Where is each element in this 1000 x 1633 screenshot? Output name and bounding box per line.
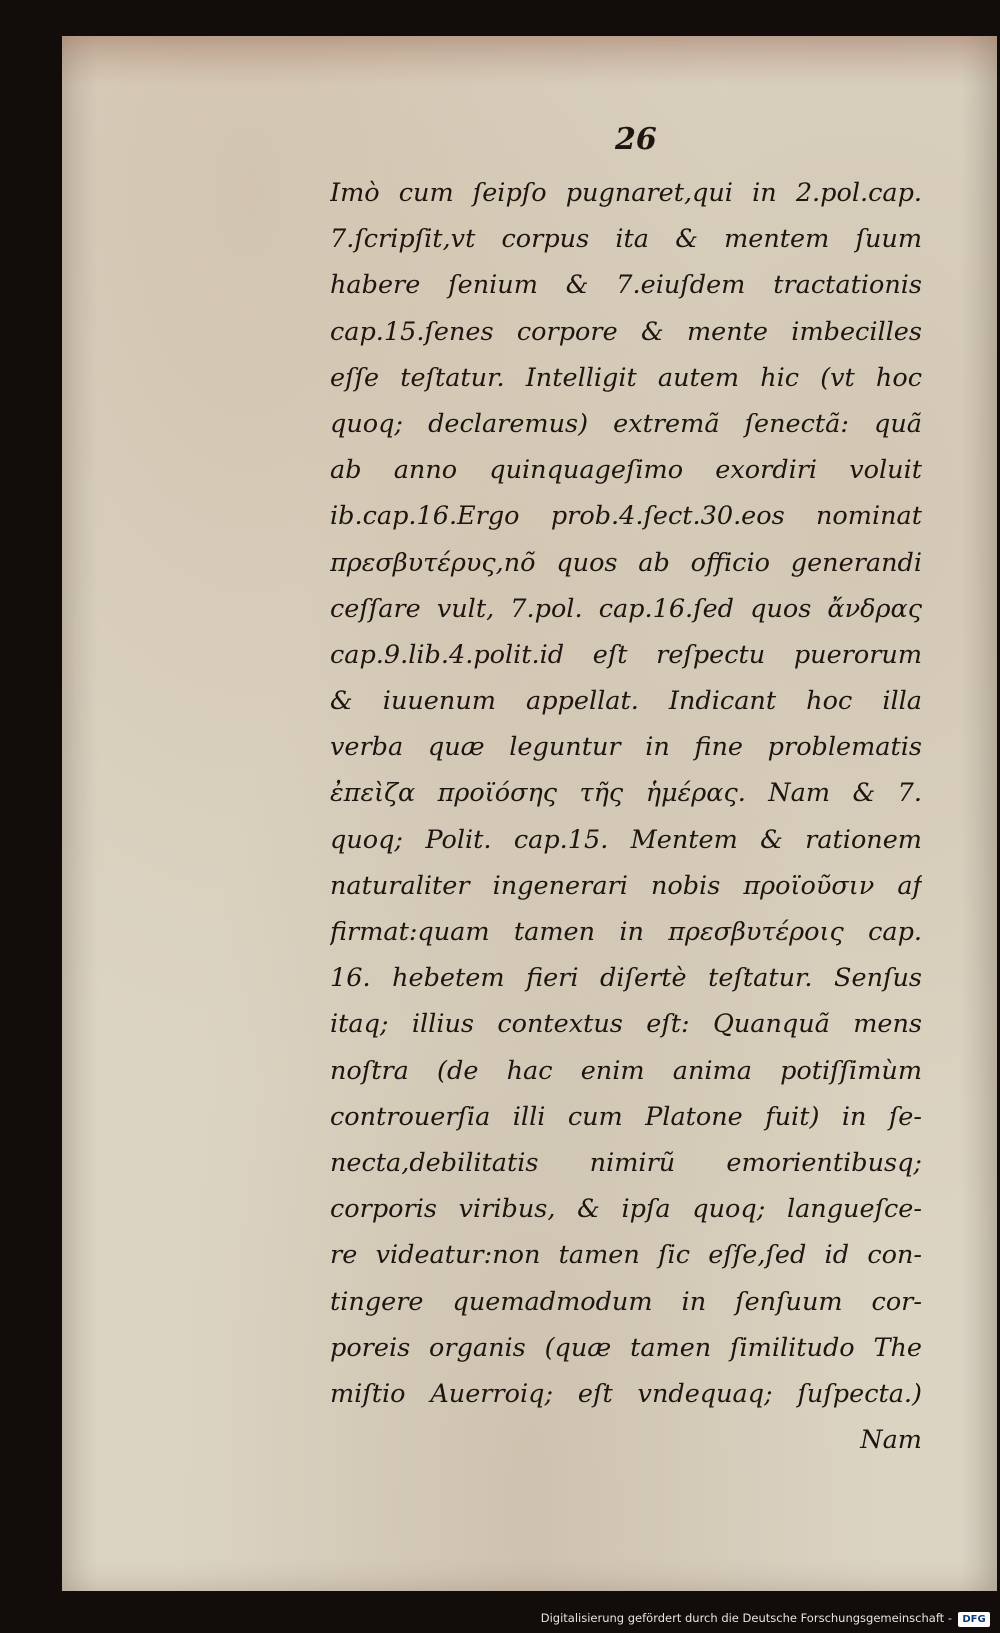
text-line: Imò cum ſeipſo pugnaret,qui in 2.pol.cap. [330, 178, 922, 208]
text-line: miſtio Auerroiq; eſt vndequaq; ſuſpecta.) [330, 1378, 922, 1409]
digitization-credit: Digitalisierung gefördert durch die Deutsche Forschungsgemeinschaft - [540, 1611, 952, 1625]
text-line: πρεσβυτέρυς,nõ quos ab officio generandi [330, 547, 922, 578]
text-line: itaq; illius contextus eſt: Quanquã mens [330, 1009, 922, 1040]
text-line: necta,debilitatis nimirũ emorientibusq; [330, 1147, 922, 1178]
text-line: ἐπεὶζα προϊόσης τῆς ἡμέρας. Nam & 7. [330, 778, 922, 809]
page-stain [62, 36, 997, 86]
text-line: naturaliter ingenerari nobis προϊοῦσιν af [330, 870, 922, 901]
text-line: controuerſia illi cum Platone fuit) in ſe- [330, 1101, 922, 1132]
text-line: quoq; Polit. cap.15. Mentem & rationem [330, 824, 922, 855]
text-line: verba quæ leguntur in fine problematis [330, 732, 922, 763]
text-line: noſtra (de hac enim anima potiſſimùm [330, 1055, 922, 1086]
text-line: 7.ſcripſit,vt corpus ita & mentem ſuum [330, 224, 922, 255]
text-line: ceſſare vult, 7.pol. cap.16.ſed quos ἄνδρας [330, 593, 922, 624]
text-line: corporis viribus, & ipſa quoq; langueſce- [330, 1194, 922, 1225]
text-line: tingere quemadmodum in ſenſuum cor- [330, 1286, 922, 1317]
text-line: cap.15.ſenes corpore & mente imbecilles [330, 316, 922, 347]
text-line: poreis organis (quæ tamen ſimilitudo The [330, 1332, 922, 1363]
text-line: ab anno quinquageſimo exordiri voluit [330, 455, 922, 486]
body-text [330, 170, 922, 1463]
dfg-logo: DFG [958, 1612, 990, 1627]
page-number: 26 [615, 122, 657, 157]
text-line: eſſe teſtatur. Intelligit autem hic (vt hoc [330, 362, 922, 393]
text-line: habere ſenium & 7.eiuſdem tractationis [330, 270, 922, 301]
text-line: quoq; declaremus) extremã ſenectã: quã [330, 408, 922, 439]
text-line: 16. hebetem fieri diſertè teſtatur. Senſus [330, 963, 922, 994]
text-line: ib.cap.16.Ergo prob.4.ſect.30.eos nominat [330, 501, 922, 532]
text-line: firmat:quam tamen in πρεσβυτέροις cap. [330, 917, 922, 947]
catchword: Nam [860, 1425, 922, 1456]
text-line: & iuuenum appellat. Indicant hoc illa [330, 686, 922, 717]
text-line: cap.9.lib.4.polit.id eſt reſpectu puerorum [330, 639, 922, 670]
text-line: re videatur:non tamen ſic eſſe,ſed id con- [330, 1240, 922, 1271]
